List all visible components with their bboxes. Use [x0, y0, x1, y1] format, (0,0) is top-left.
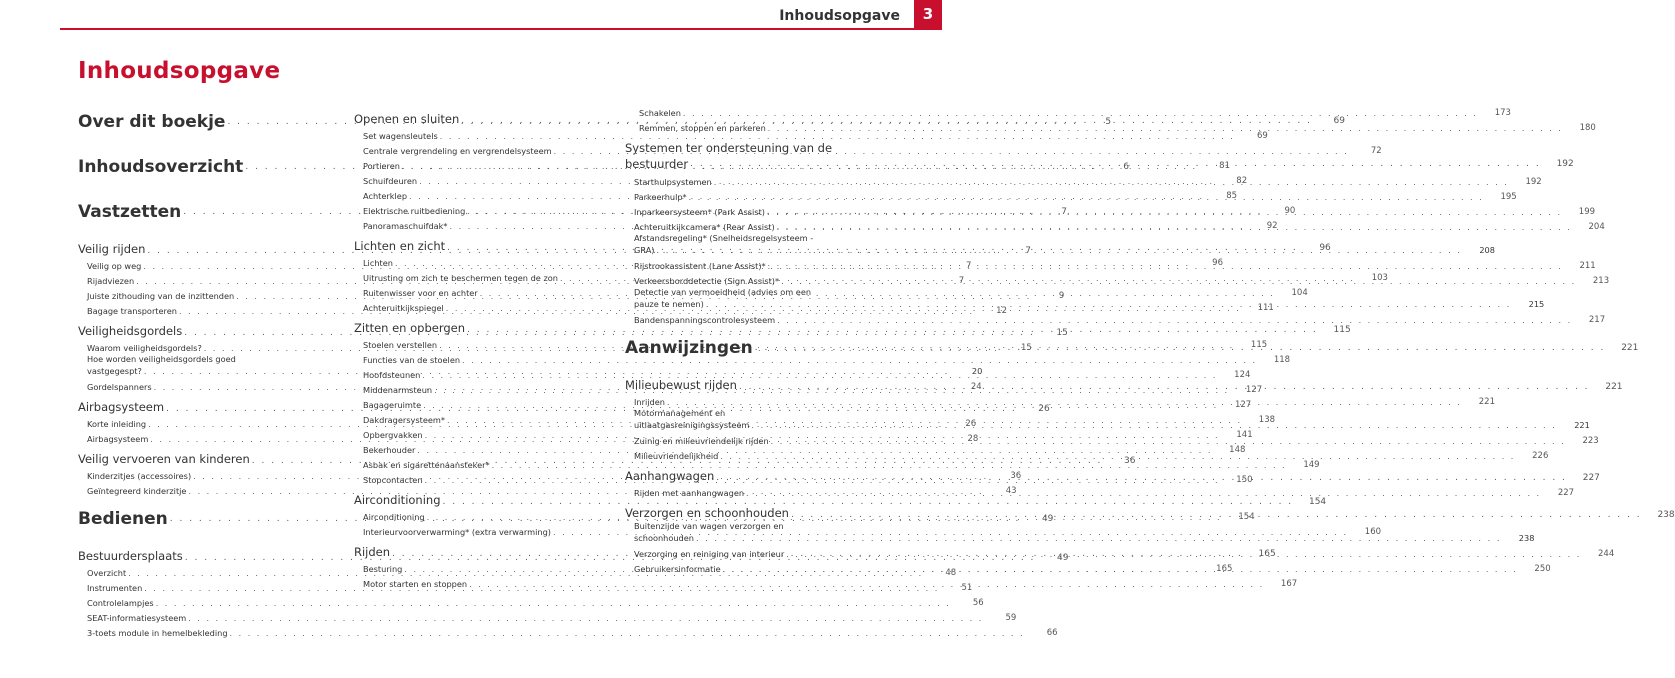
toc-chapter[interactable]: Aanwijzingen . . . 221 [625, 326, 891, 370]
toc-item[interactable]: Geïntegreerd kinderzitje . . . 43 [78, 482, 318, 496]
toc-item[interactable]: Bagageruimte . . . 127 [354, 396, 628, 410]
toc-item[interactable]: Opbergvakken . . . 141 [354, 426, 628, 440]
toc-section[interactable]: Systemen ter ondersteuning van de bestuurder . . . 192 [625, 141, 891, 172]
toc-item[interactable]: Gebruikersinformatie . . . 250 [625, 560, 891, 574]
toc-item[interactable]: Portieren . . . 81 [354, 157, 628, 171]
toc-item[interactable]: Panoramaschuifdak* . . . 92 [354, 217, 628, 231]
toc-item[interactable]: Dakdragersysteem* . . . 138 [354, 411, 628, 425]
toc-item[interactable]: Achteruitkijkcamera* (Rear Assist) . . . 204 [625, 218, 891, 232]
toc-item[interactable]: Schakelen . . . 173 [625, 104, 891, 118]
toc-item[interactable]: Centrale vergrendeling en vergrendelsysteem . . . 72 [354, 142, 628, 156]
toc-item[interactable]: Rijstrookassistent (Lane Assist)* . . . 211 [625, 257, 891, 271]
toc-item[interactable]: Waarom veiligheidsgordels? . . . 15 [78, 339, 318, 353]
toc-item[interactable]: Motor starten en stoppen . . . 167 [354, 575, 628, 589]
toc-item[interactable]: Rijadviezen . . . 7 [78, 272, 318, 286]
toc-item[interactable]: Achterklep . . . 85 [354, 187, 628, 201]
toc-item[interactable]: Bandenspanningscontrolesysteem . . . 217 [625, 311, 891, 325]
toc-item[interactable]: 3-toets module in hemelbekleding . . . 66 [78, 624, 318, 638]
toc-item[interactable]: Kinderzitjes (accessoires) . . . 36 [78, 467, 318, 481]
toc-chapter[interactable]: Bedienen . . . 49 [78, 497, 318, 541]
toc-item[interactable]: Stoelen verstellen . . . 115 [354, 336, 628, 350]
chapter-number-badge: 3 [914, 0, 942, 28]
toc-item[interactable]: Airbagsysteem . . . 28 [78, 430, 318, 444]
toc-item[interactable]: Lichten . . . 96 [354, 254, 628, 268]
toc-item[interactable]: Schuifdeuren . . . 82 [354, 172, 628, 186]
toc-section[interactable]: Veilig vervoeren van kinderen . . . 36 [78, 448, 318, 466]
toc-section[interactable]: Airbagsysteem . . . 26 [78, 396, 318, 414]
toc-item[interactable]: Inrijden . . . 221 [625, 393, 891, 407]
toc-item[interactable]: SEAT-informatiesysteem . . . 59 [78, 609, 318, 623]
toc-item[interactable]: Buitenzijde van wagen verzorgen en schoonhouden . . . 238 [625, 521, 891, 544]
toc-item[interactable]: Korte inleiding . . . 26 [78, 415, 318, 429]
toc-chapter[interactable]: Inhoudsoverzicht . . . 6 [78, 145, 318, 189]
toc-item[interactable]: Set wagensleutels . . . 69 [354, 127, 628, 141]
toc-item[interactable]: Bekerhouder . . . 148 [354, 441, 628, 455]
toc-item[interactable]: Detectie van vermoeidheid (advies om een pauze te nemen) . . . 215 [625, 287, 891, 310]
toc-item[interactable]: Veilig op weg . . . 7 [78, 257, 318, 271]
toc-item[interactable]: Juiste zithouding van de inzittenden . . . 9 [78, 287, 318, 301]
header-title: Inhoudsopgave [779, 8, 900, 24]
toc-item[interactable]: Controlelampjes . . . 56 [78, 594, 318, 608]
toc-item[interactable]: Hoofdsteunen . . . 124 [354, 366, 628, 380]
toc-section[interactable]: Verzorgen en schoonhouden . . . 238 [625, 502, 891, 520]
toc-item[interactable]: Stopcontacten . . . 150 [354, 471, 628, 485]
toc-item[interactable]: Afstandsregeling* (Snelheidsregelsysteem - GRA) . . . 208 [625, 233, 891, 256]
toc-item[interactable]: Instrumenten . . . 51 [78, 579, 318, 593]
toc-item[interactable]: Parkeerhulp* . . . 195 [625, 188, 891, 202]
toc-item[interactable]: Hoe worden veiligheidsgordels goed vastgegespt? . . . 20 [78, 354, 318, 377]
header-rule [60, 28, 942, 30]
toc-item[interactable]: Functies van de stoelen . . . 118 [354, 351, 628, 365]
toc-item[interactable]: Asbak en sigarettenaansteker* . . . 149 [354, 456, 628, 470]
toc-item[interactable]: Middenarmsteun . . . 127 [354, 381, 628, 395]
toc-item[interactable]: Verkeersborddetectie (Sign Assist)* . . . 213 [625, 272, 891, 286]
toc-item[interactable]: Gordelspanners . . . 24 [78, 378, 318, 392]
toc-item[interactable]: Uitrusting om zich te beschermen tegen de zon . . . 103 [354, 269, 628, 283]
toc-section[interactable]: Bestuurdersplaats . . . 49 [78, 545, 318, 563]
toc-item[interactable]: Airconditioning . . . 154 [354, 508, 628, 522]
toc-section[interactable]: Lichten en zicht . . . 96 [354, 235, 628, 253]
toc-item[interactable]: Zuinig en milieuvriendelijk rijden . . . 223 [625, 432, 891, 446]
toc-chapter[interactable]: Over dit boekje . . . 5 [78, 100, 318, 144]
page-title: Inhoudsopgave [78, 58, 281, 84]
toc-section[interactable]: Aanhangwagen . . . 227 [625, 465, 891, 483]
toc-item[interactable]: Verzorging en reiniging van interieur . . . 244 [625, 545, 891, 559]
page-header [0, 0, 960, 40]
toc-item[interactable]: Rijden met aanhangwagen . . . 227 [625, 484, 891, 498]
toc-item[interactable]: Remmen, stoppen en parkeren . . . 180 [625, 119, 891, 133]
toc-item[interactable]: Ruitenwisser voor en achter . . . 104 [354, 284, 628, 298]
toc-section[interactable]: Rijden . . . 165 [354, 541, 628, 559]
toc-item[interactable]: Overzicht . . . 48 [78, 564, 318, 578]
toc-chapter[interactable]: Vastzetten . . . 7 [78, 190, 318, 234]
toc-item[interactable]: Motormanagement en uitlaatgasreinigingssysteem . . . 221 [625, 408, 891, 431]
toc-section[interactable]: Veiligheidsgordels . . . 15 [78, 320, 318, 338]
toc-item[interactable]: Starthulpsystemen . . . 192 [625, 173, 891, 187]
toc-section[interactable]: Milieubewust rijden . . . 221 [625, 374, 891, 392]
toc-item[interactable]: Inparkeersysteem* (Park Assist) . . . 199 [625, 203, 891, 217]
toc-item[interactable]: Milieuvriendelijkheid . . . 226 [625, 447, 891, 461]
toc-section[interactable]: Zitten en opbergen . . . 115 [354, 317, 628, 335]
toc-item[interactable]: Bagage transporteren . . . 12 [78, 302, 318, 316]
toc-section[interactable]: Veilig rijden . . . 7 [78, 238, 318, 256]
toc-section[interactable]: Openen en sluiten . . . 69 [354, 108, 628, 126]
toc-item[interactable]: Elektrische ruitbediening . . . 90 [354, 202, 628, 216]
toc-item[interactable]: Besturing . . . 165 [354, 560, 628, 574]
toc-item[interactable]: Interieurvoorverwarming* (extra verwarming) . . . 160 [354, 523, 628, 537]
toc-section[interactable]: Airconditioning . . . 154 [354, 489, 628, 507]
toc-item[interactable]: Achteruitkijkspiegel . . . 111 [354, 299, 628, 313]
